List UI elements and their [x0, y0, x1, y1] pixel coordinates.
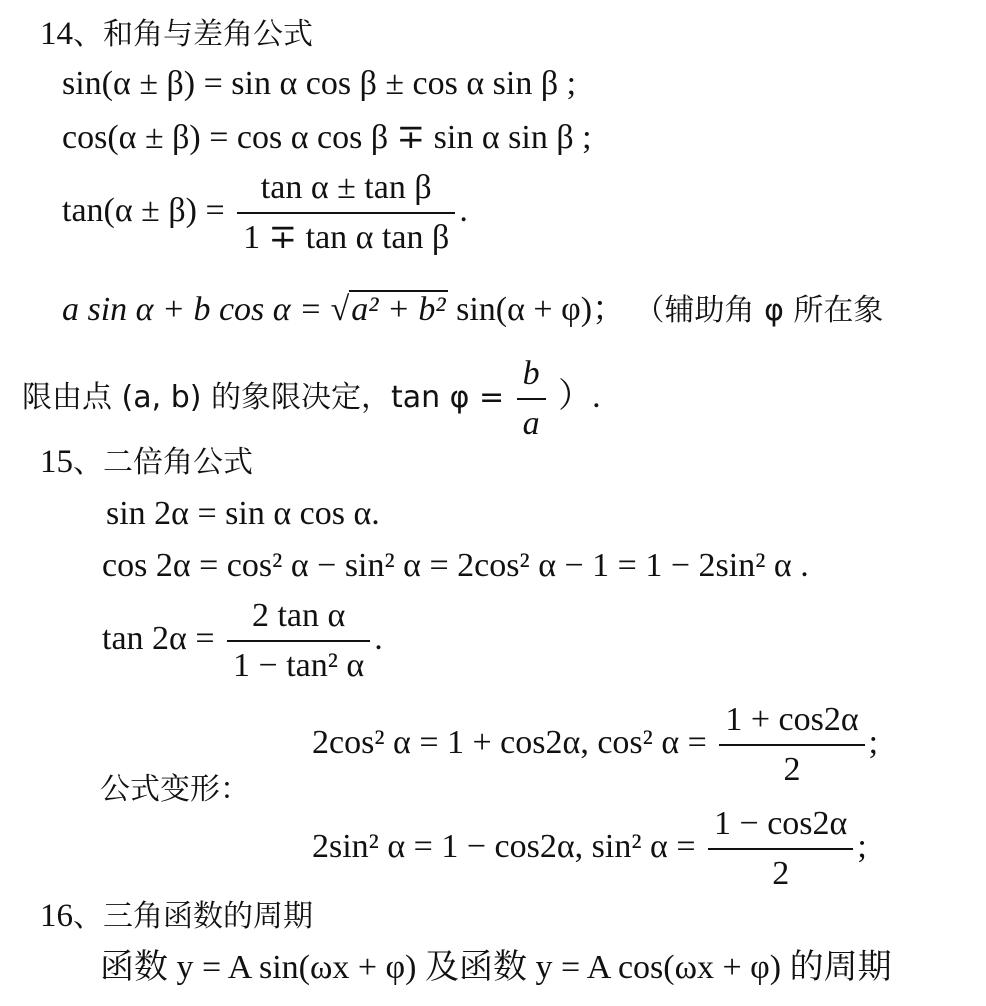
fraction-numerator: 1 − cos2α	[708, 800, 853, 850]
section-16-heading	[40, 896, 313, 937]
formula-auxiliary-note	[22, 350, 601, 448]
fraction-numerator: 2 tan α	[227, 592, 370, 642]
variant-cos-end: ;	[868, 723, 879, 761]
formula-variant-sin	[312, 800, 867, 898]
aux-note-line2: 限由点 (a, b) 的象限决定，tan φ =	[22, 379, 505, 415]
section-title: 、和角与差角公式	[73, 17, 313, 52]
section-title: 、三角函数的周期	[73, 899, 313, 934]
formula-variant-cos	[312, 696, 878, 794]
variant-cos-fraction	[719, 696, 864, 794]
aux-note-end: ）.	[558, 377, 601, 415]
formula-cos-sum: cos(α ± β) = cos α cos β ∓ sin α sin β ;	[62, 119, 592, 156]
tan-phi-fraction	[517, 350, 546, 448]
formula-tan-sum	[62, 164, 468, 262]
variant-sin-end: ;	[857, 827, 867, 865]
tan-sum-fraction	[237, 164, 455, 262]
variant-sin-fraction	[708, 800, 853, 898]
tan-sum-end: .	[459, 191, 468, 229]
section-number: 16	[40, 898, 73, 934]
variant-sin-lhs: 2sin² α = 1 − cos2α, sin² α =	[312, 827, 696, 865]
fraction-denominator: 2	[783, 751, 801, 788]
formula-sin-double: sin 2α = sin α cos α.	[106, 495, 380, 532]
variant-cos-lhs: 2cos² α = 1 + cos2α, cos² α =	[312, 723, 707, 761]
sqrt-radicand: a² + b²	[351, 291, 446, 328]
fraction-denominator: a	[522, 405, 540, 442]
fraction-numerator: 1 + cos2α	[719, 696, 864, 746]
section-number: 15	[40, 444, 73, 480]
formula-cos-double: cos 2α = cos² α − sin² α = 2cos² α − 1 = 1 − 2sin² α .	[102, 547, 809, 584]
formula-auxiliary-angle	[62, 290, 883, 331]
aux-note-line1: （辅助角 φ 所在象	[634, 293, 884, 328]
aux-rhs: sin(α + φ)；	[456, 291, 627, 328]
fraction-denominator: 1 − tan² α	[233, 647, 365, 684]
aux-lhs: a sin α + b cos α =	[62, 291, 323, 328]
sqrt-expression: √a² + b²	[330, 291, 446, 328]
section-number: 14	[40, 16, 73, 52]
tan-sum-lhs: tan(α ± β) =	[62, 191, 225, 229]
formula-period: 函数 y = A sin(ωx + φ) 及函数 y = A cos(ωx + φ) 的周期	[100, 949, 892, 986]
tan-double-end: .	[374, 619, 383, 657]
section-15-heading	[40, 442, 253, 483]
fraction-denominator: 2	[772, 855, 790, 892]
section-title: 、二倍角公式	[73, 445, 253, 480]
tan-double-fraction	[227, 592, 370, 690]
fraction-numerator: b	[517, 350, 546, 400]
formula-tan-double	[102, 592, 383, 690]
fraction-denominator: 1 ∓ tan α tan β	[243, 219, 450, 256]
tan-double-lhs: tan 2α =	[102, 619, 215, 657]
fraction-numerator: tan α ± tan β	[237, 164, 455, 214]
formula-sin-sum: sin(α ± β) = sin α cos β ± cos α sin β ;	[62, 65, 577, 102]
section-14-heading	[40, 14, 313, 55]
variant-label: 公式变形：	[100, 772, 250, 807]
